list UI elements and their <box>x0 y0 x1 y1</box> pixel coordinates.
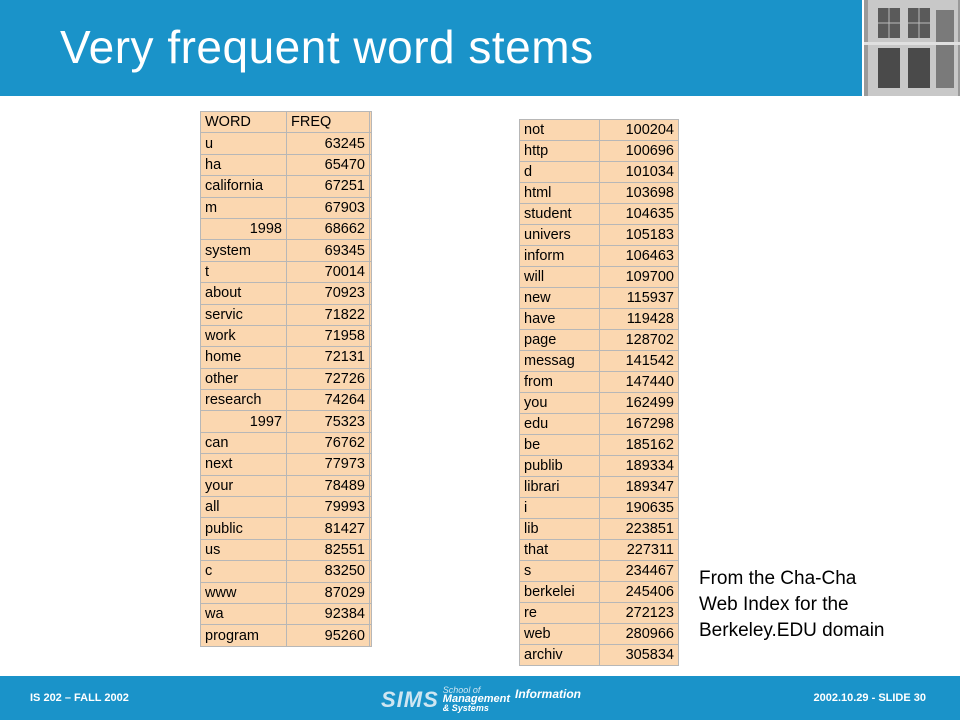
caption-line: Berkeley.EDU domain <box>699 620 885 641</box>
table-row <box>201 539 372 560</box>
table-row <box>201 283 372 304</box>
course-label: IS 202 – FALL 2002 <box>30 692 129 704</box>
freq-cell: 147440 <box>600 372 679 393</box>
table-edge <box>370 390 372 411</box>
word-cell: ha <box>201 154 287 175</box>
column-header-word: WORD <box>201 112 287 133</box>
table-row <box>201 475 372 496</box>
word-cell: servic <box>201 304 287 325</box>
table-row <box>201 497 372 518</box>
table-row <box>201 625 372 646</box>
freq-cell: 63245 <box>287 133 370 154</box>
table-row <box>520 435 679 456</box>
freq-cell: 189334 <box>600 456 679 477</box>
freq-cell: 167298 <box>600 414 679 435</box>
table-row <box>201 582 372 603</box>
table-row <box>201 197 372 218</box>
freq-cell: 100696 <box>600 141 679 162</box>
word-cell: will <box>520 267 600 288</box>
word-cell: archiv <box>520 645 600 666</box>
freq-cell: 72726 <box>287 368 370 389</box>
table-row <box>201 325 372 346</box>
word-cell: u <box>201 133 287 154</box>
table-row <box>520 582 679 603</box>
table-edge <box>370 197 372 218</box>
word-cell: be <box>520 435 600 456</box>
footer-bar <box>0 676 960 720</box>
word-cell: inform <box>520 246 600 267</box>
word-cell: that <box>520 540 600 561</box>
freq-cell: 82551 <box>287 539 370 560</box>
freq-cell: 70923 <box>287 283 370 304</box>
freq-cell: 71822 <box>287 304 370 325</box>
freq-cell: 109700 <box>600 267 679 288</box>
table-row <box>201 304 372 325</box>
word-cell: next <box>201 454 287 475</box>
caption-line: Web Index for the <box>699 594 849 615</box>
word-cell: from <box>520 372 600 393</box>
freq-cell: 115937 <box>600 288 679 309</box>
freq-cell: 106463 <box>600 246 679 267</box>
word-cell: you <box>520 393 600 414</box>
word-cell: web <box>520 624 600 645</box>
table-row <box>520 393 679 414</box>
word-cell: html <box>520 183 600 204</box>
table-edge <box>370 497 372 518</box>
slide-number: 2002.10.29 - SLIDE 30 <box>813 692 926 704</box>
freq-cell: 67251 <box>287 176 370 197</box>
freq-cell: 78489 <box>287 475 370 496</box>
table-row <box>520 351 679 372</box>
word-cell: public <box>201 518 287 539</box>
freq-cell: 128702 <box>600 330 679 351</box>
word-cell: research <box>201 390 287 411</box>
freq-cell: 76762 <box>287 432 370 453</box>
table-row <box>520 309 679 330</box>
word-cell: i <box>520 498 600 519</box>
freq-cell: 83250 <box>287 561 370 582</box>
left-frequency-table <box>200 111 372 647</box>
freq-cell: 69345 <box>287 240 370 261</box>
table-row <box>520 225 679 246</box>
table-row <box>201 603 372 624</box>
word-cell: can <box>201 432 287 453</box>
table-row <box>520 183 679 204</box>
word-cell: home <box>201 347 287 368</box>
freq-cell: 280966 <box>600 624 679 645</box>
sims-logo-word: SIMS <box>381 686 439 712</box>
word-cell: not <box>520 120 600 141</box>
word-cell: system <box>201 240 287 261</box>
freq-cell: 95260 <box>287 625 370 646</box>
freq-cell: 101034 <box>600 162 679 183</box>
table-row <box>520 141 679 162</box>
left-table-body <box>201 112 372 647</box>
table-edge <box>370 539 372 560</box>
freq-cell: 234467 <box>600 561 679 582</box>
freq-cell: 245406 <box>600 582 679 603</box>
table-edge <box>370 304 372 325</box>
table-row <box>520 120 679 141</box>
word-cell: wa <box>201 603 287 624</box>
freq-cell: 272123 <box>600 603 679 624</box>
freq-cell: 305834 <box>600 645 679 666</box>
freq-cell: 103698 <box>600 183 679 204</box>
word-cell: new <box>520 288 600 309</box>
word-cell: librari <box>520 477 600 498</box>
freq-cell: 189347 <box>600 477 679 498</box>
freq-cell: 74264 <box>287 390 370 411</box>
table-row <box>520 288 679 309</box>
table-row <box>201 176 372 197</box>
sims-logo <box>381 687 581 712</box>
table-row <box>520 204 679 225</box>
table-row <box>520 477 679 498</box>
freq-cell: 141542 <box>600 351 679 372</box>
freq-cell: 87029 <box>287 582 370 603</box>
table-row <box>201 261 372 282</box>
table-row <box>520 645 679 666</box>
freq-cell: 119428 <box>600 309 679 330</box>
word-cell: c <box>201 561 287 582</box>
sims-logo-subtitle <box>443 686 511 713</box>
table-row <box>201 154 372 175</box>
table-edge <box>370 261 372 282</box>
table-edge <box>370 518 372 539</box>
table-row <box>520 456 679 477</box>
word-cell: m <box>201 197 287 218</box>
freq-cell: 75323 <box>287 411 370 432</box>
table-row <box>520 162 679 183</box>
header-bar <box>0 0 960 96</box>
sims-management-text: Management <box>442 693 511 705</box>
table-row <box>520 246 679 267</box>
caption-line: From the Cha-Cha <box>699 568 857 589</box>
table-row <box>520 561 679 582</box>
source-caption <box>699 566 949 644</box>
table-row <box>201 347 372 368</box>
table-row <box>520 414 679 435</box>
table-row <box>520 519 679 540</box>
freq-cell: 185162 <box>600 435 679 456</box>
word-cell: your <box>201 475 287 496</box>
word-cell: t <box>201 261 287 282</box>
sims-school-of: School of <box>442 685 481 695</box>
table-edge <box>370 283 372 304</box>
table-edge <box>370 154 372 175</box>
freq-cell: 190635 <box>600 498 679 519</box>
word-cell: about <box>201 283 287 304</box>
table-row <box>201 411 372 432</box>
table-edge <box>370 368 372 389</box>
table-edge <box>370 454 372 475</box>
word-cell: work <box>201 325 287 346</box>
table-edge <box>370 411 372 432</box>
right-frequency-table <box>519 119 679 666</box>
word-cell: www <box>201 582 287 603</box>
table-edge <box>370 218 372 239</box>
word-cell: all <box>201 497 287 518</box>
word-cell: berkelei <box>520 582 600 603</box>
word-cell: univers <box>520 225 600 246</box>
freq-cell: 79993 <box>287 497 370 518</box>
word-cell: publib <box>520 456 600 477</box>
freq-cell: 92384 <box>287 603 370 624</box>
word-cell: 1998 <box>201 218 287 239</box>
freq-cell: 65470 <box>287 154 370 175</box>
table-row <box>201 454 372 475</box>
word-cell: lib <box>520 519 600 540</box>
sims-information: Information <box>515 687 581 701</box>
freq-cell: 162499 <box>600 393 679 414</box>
word-cell: re <box>520 603 600 624</box>
table-row <box>201 432 372 453</box>
table-edge <box>370 561 372 582</box>
freq-cell: 67903 <box>287 197 370 218</box>
table-row <box>201 368 372 389</box>
table-row <box>520 267 679 288</box>
word-cell: have <box>520 309 600 330</box>
word-cell: program <box>201 625 287 646</box>
word-cell: student <box>520 204 600 225</box>
sims-management <box>443 695 511 713</box>
table-row <box>201 218 372 239</box>
freq-cell: 223851 <box>600 519 679 540</box>
table-row <box>520 624 679 645</box>
freq-cell: 227311 <box>600 540 679 561</box>
word-cell: us <box>201 539 287 560</box>
word-cell: page <box>520 330 600 351</box>
word-cell: california <box>201 176 287 197</box>
word-cell: d <box>520 162 600 183</box>
freq-cell: 105183 <box>600 225 679 246</box>
table-row <box>201 561 372 582</box>
table-edge <box>370 240 372 261</box>
column-header-freq: FREQ <box>287 112 370 133</box>
building-photo-icon <box>864 0 960 96</box>
word-cell: s <box>520 561 600 582</box>
table-edge <box>370 347 372 368</box>
word-cell: http <box>520 141 600 162</box>
table-edge <box>370 176 372 197</box>
word-cell: other <box>201 368 287 389</box>
table-row <box>520 540 679 561</box>
sims-systems-text: & Systems <box>442 703 489 713</box>
table-edge <box>370 582 372 603</box>
table-row <box>520 330 679 351</box>
table-row <box>201 518 372 539</box>
table-edge <box>370 325 372 346</box>
table-row <box>520 603 679 624</box>
table-edge <box>370 432 372 453</box>
right-table-body <box>520 120 679 666</box>
table-row <box>520 372 679 393</box>
left-table-header-row <box>201 112 372 133</box>
word-cell: edu <box>520 414 600 435</box>
freq-cell: 71958 <box>287 325 370 346</box>
freq-cell: 77973 <box>287 454 370 475</box>
building-photo <box>862 0 960 96</box>
word-cell: messag <box>520 351 600 372</box>
sims-info-wrap <box>515 687 581 701</box>
table-edge <box>370 625 372 646</box>
slide-title: Very frequent word stems <box>60 21 594 73</box>
freq-cell: 81427 <box>287 518 370 539</box>
table-edge <box>370 112 372 133</box>
table-edge <box>370 475 372 496</box>
freq-cell: 70014 <box>287 261 370 282</box>
table-row <box>201 390 372 411</box>
freq-cell: 104635 <box>600 204 679 225</box>
freq-cell: 72131 <box>287 347 370 368</box>
table-edge <box>370 603 372 624</box>
word-cell: 1997 <box>201 411 287 432</box>
table-row <box>201 240 372 261</box>
freq-cell: 100204 <box>600 120 679 141</box>
table-row <box>520 498 679 519</box>
table-row <box>201 133 372 154</box>
freq-cell: 68662 <box>287 218 370 239</box>
table-edge <box>370 133 372 154</box>
